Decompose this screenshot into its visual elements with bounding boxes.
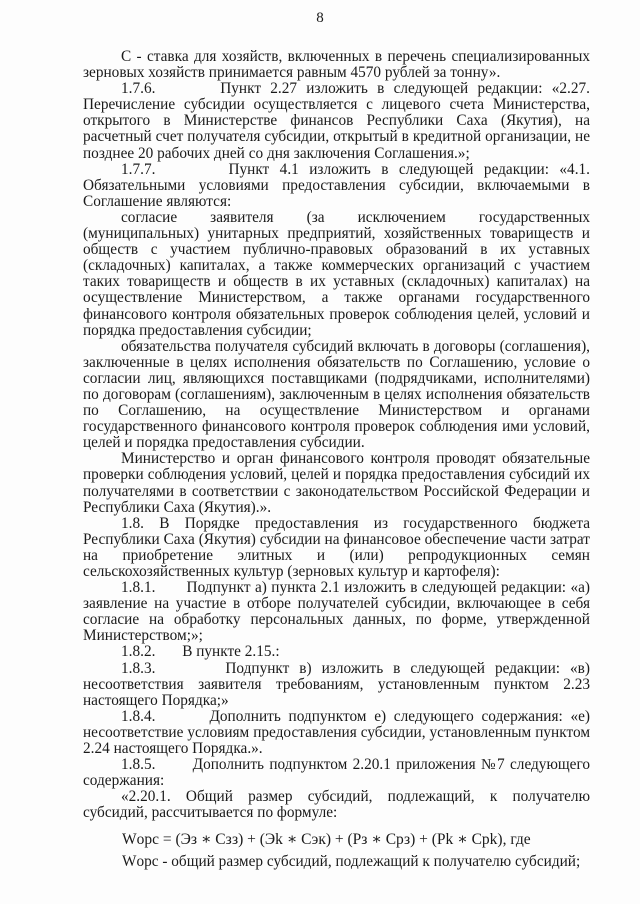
- paragraph-1-8-2: 1.8.2. В пункте 2.15.:: [121, 643, 280, 661]
- paragraph-obligations: обязательства получателя субсидий включать в договоры (соглашения), заключенные в целях исполнения обязательств по Соглашению, условие о согласии лиц, являющихся поставщиками (подрядчиками, исполнителями) по договорам (соглашениям), заключенным в целях исполнения обязательств по Соглашению, на осуществление Министерством и органами государственного финансового контроля проверок соблюдения ими условий, целей и порядка предоставления субсидии.: [83, 337, 590, 452]
- document-body: [83, 49, 590, 870]
- paragraph-1-8: 1.8. В Порядке предоставления из государственного бюджета Республики Саха (Якутия) субсидии на финансовое обеспечение части затрат на приобретение элитных и (или) репродукционных семян сельскохозяйственных культур (зерновых культур и картофеля):: [83, 514, 590, 580]
- paragraph-1-8-1: 1.8.1. Подпункт а) пункта 2.1 изложить в следующей редакции: «а) заявление на участие в отборе получателей субсидии, включающее в себя согласие на обработку персональных данных, по форме, утвержденной Министерством;»;: [83, 579, 590, 645]
- paragraph-1-8-5: 1.8.5. Дополнить подпунктом 2.20.1 приложения №7 следующего содержания:: [83, 756, 590, 790]
- formula-definition-w: Wорс - общий размер субсидий, подлежащий к получателю субсидий;: [122, 852, 581, 870]
- paragraph-1-8-4: 1.8.4. Дополнить подпунктом е) следующего содержания: «е) несоответствие условиям предоставления субсидии, установленным пунктом 2.24 настоящего Порядка.».: [83, 707, 590, 758]
- paragraph-2-20-1: «2.20.1. Общий размер субсидий, подлежащий, к получателю субсидий, рассчитывается по формуле:: [83, 788, 590, 822]
- paragraph-1-8-3: 1.8.3. Подпункт в) изложить в следующей редакции: «в) несоответствия заявителя требованиям, установленным пунктом 2.23 настоящего Порядка;»: [83, 659, 590, 709]
- paragraph-ministry-control: Министерство и орган финансового контроля проводят обязательные проверки соблюдения условий, целей и порядка предоставления субсидий их получателями в соответствии с законодательством Российской Федерации и Республики Саха (Якутия).».: [83, 450, 590, 516]
- paragraph-rate-definition: С - ставка для хозяйств, включенных в перечень специализированных зерновых хозяйств принимается равным 4570 рублей за тонну».: [83, 48, 590, 82]
- paragraph-1-7-6: 1.7.6. Пункт 2.27 изложить в следующей редакции: «2.27. Перечисление субсидии осуществляется с лицевого счета Министерства, открытого в Министерстве финансов Республики Саха (Якутия), на расчетный счет получателя субсидии, открытый в кредитной организации, не позднее 20 рабочих дней со дня заключения Соглашения.»;: [83, 80, 590, 162]
- subsidy-formula: Wорс = (Эз ∗ Сзз) + (Эk ∗ Сэк) + (Рз ∗ Срз) + (Рk ∗ Срk), где: [122, 830, 531, 848]
- page-number: 8: [316, 10, 324, 26]
- paragraph-consent: согласие заявителя (за исключением государственных (муниципальных) унитарных предприятий, хозяйственных товариществ и обществ с участием публично-правовых образований в их уставных (складочных) капиталах, а также коммерческих организаций с участием таких товариществ и обществ в их уставных (складочных) капиталах) на осуществление Министерством, а также органами государственного финансового контроля обязательных проверок соблюдения целей, условий и порядка предоставления субсидии;: [83, 208, 590, 339]
- paragraph-1-7-7: 1.7.7. Пункт 4.1 изложить в следующей редакции: «4.1. Обязательными условиями предоставления субсидии, включаемыми в Соглашение являются:: [83, 160, 590, 210]
